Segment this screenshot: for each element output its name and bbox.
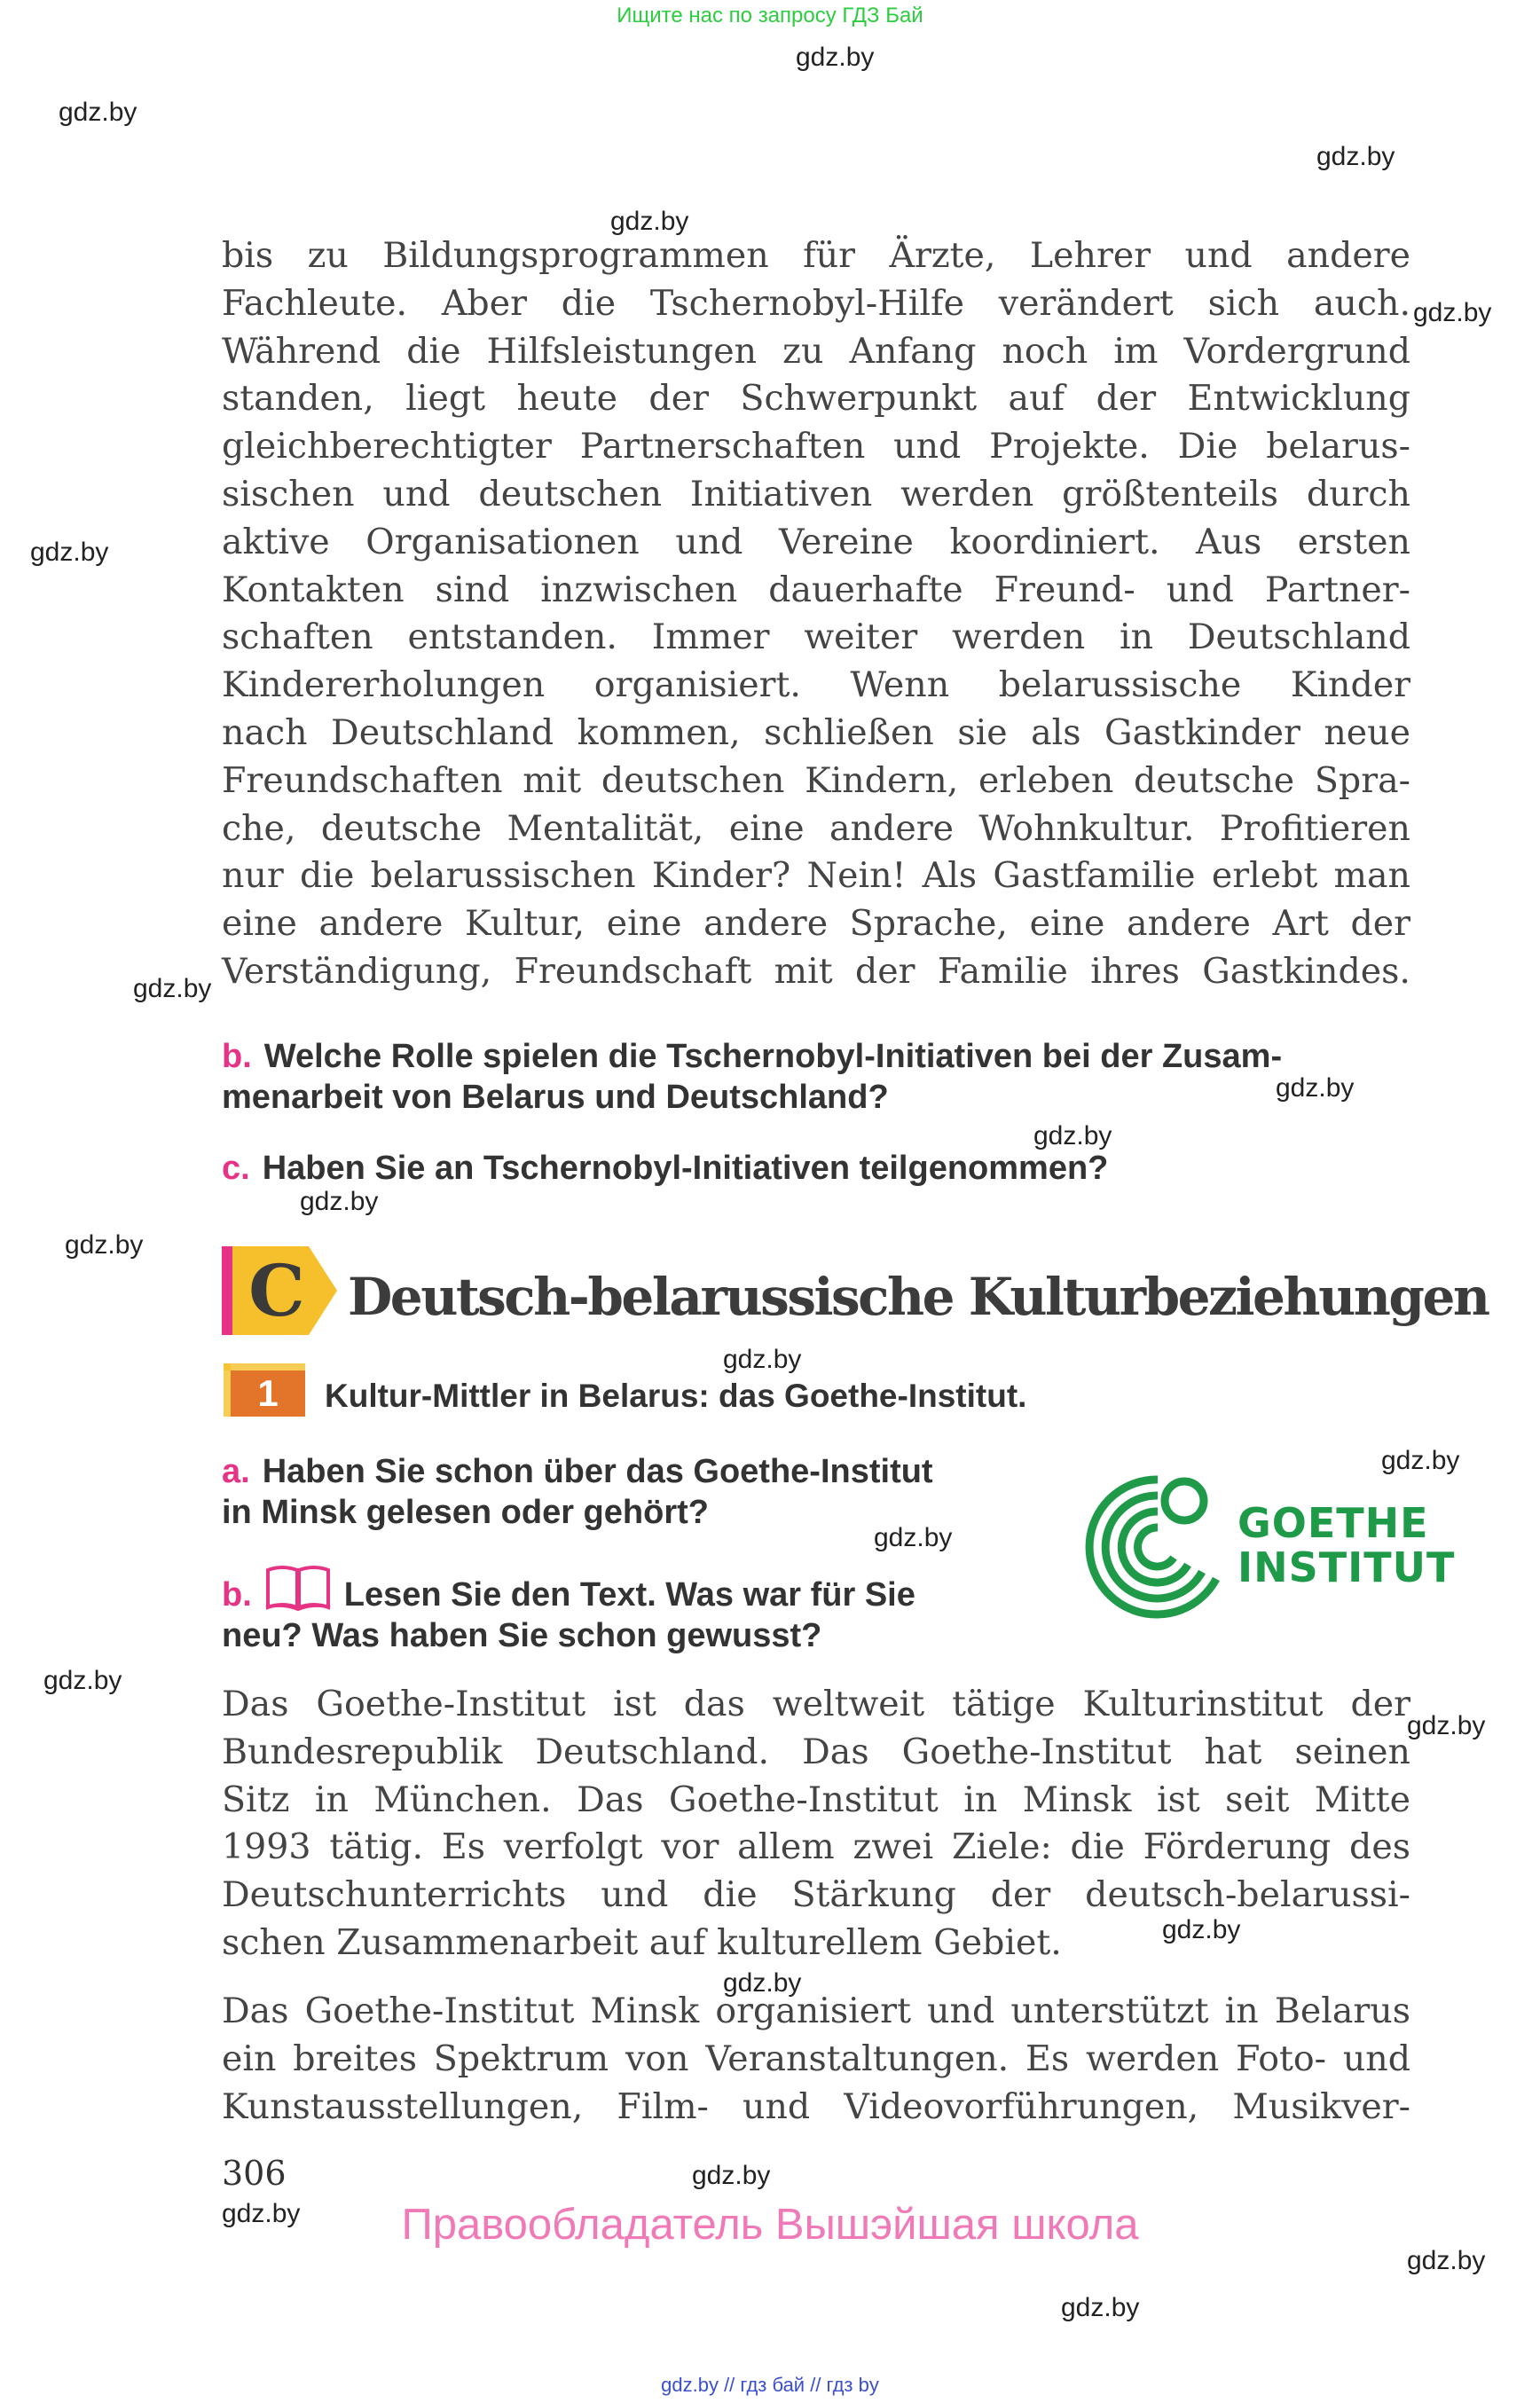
- watermark: gdz.by: [65, 1230, 144, 1260]
- copyright-notice: Правообладатель Вышэйшая школа: [401, 2201, 1139, 2249]
- text-line: nur die belarussischen Kinder? Nein! Als Gastfamilie erlebt man: [222, 855, 1410, 897]
- text-line: sischen und deutschen Initiativen werden größtenteils durch: [222, 473, 1410, 514]
- page-number: 306: [222, 2154, 287, 2193]
- watermark: gdz.by: [874, 1523, 953, 1552]
- question-text: Welche Rolle spielen die Tschernobyl-Initiativen bei der Zusam-: [263, 1038, 1283, 1075]
- text-line: Deutschunterrichts und die Stärkung der deutsch-belarussi-: [222, 1874, 1410, 1916]
- text-line: 1993 tätig. Es verfolgt vor allem zwei Ziele: die Förderung des: [222, 1826, 1410, 1868]
- text-line: eine andere Kultur, eine andere Sprache, eine andere Art der: [222, 903, 1410, 945]
- question-text: neu? Was haben Sie schon gewusst?: [222, 1617, 822, 1654]
- paragraph-tschernobyl: [222, 232, 1410, 996]
- question-text: menarbeit von Belarus und Deutschland?: [222, 1079, 889, 1116]
- watermark: gdz.by: [1033, 1121, 1112, 1150]
- watermark: gdz.by: [723, 1345, 802, 1374]
- watermark: gdz.by: [1407, 1711, 1486, 1740]
- logo-text-goethe: GOETHE: [1238, 1499, 1429, 1547]
- text-line: nach Deutschland kommen, schließen sie als Gastkinder neue: [222, 711, 1410, 753]
- text-line: aktive Organisationen und Vereine koordiniert. Aus ersten: [222, 521, 1410, 562]
- text-line: che, deutsche Mentalität, eine andere Wohnkultur. Profitieren: [222, 807, 1410, 849]
- watermark: gdz.by: [30, 538, 109, 567]
- text-line: Kontakten sind inzwischen dauerhafte Freund- und Partner-: [222, 569, 1410, 610]
- text-line: Kunstausstellungen, Film- und Videovorführungen, Musikver-: [222, 2085, 1410, 2127]
- question-letter: c.: [222, 1150, 250, 1187]
- task-number-badge: [224, 1363, 305, 1417]
- task-title: Kultur-Mittler in Belarus: das Goethe-Institut.: [325, 1378, 1027, 1414]
- text-line: gleichberechtigter Partnerschaften und Projekte. Die belarus-: [222, 426, 1410, 467]
- logo-text-institut: INSTITUT: [1238, 1543, 1456, 1591]
- text-line: Bundesrepublik Deutschland. Das Goethe-Institut hat seinen: [222, 1731, 1410, 1772]
- text-line: schen Zusammenarbeit auf kulturellem Gebiet.: [222, 1921, 1062, 1963]
- watermark: gdz.by: [692, 2161, 771, 2190]
- book-icon: [264, 1563, 332, 1611]
- question-letter: b.: [222, 1038, 252, 1075]
- text-line: Kindererholungen organisiert. Wenn belarussische Kinder: [222, 664, 1410, 706]
- section-c-badge: [222, 1246, 337, 1335]
- watermark: gdz.by: [1381, 1446, 1460, 1475]
- watermark: gdz.by: [59, 98, 138, 127]
- watermark: gdz.by: [723, 1968, 802, 1998]
- text-line: schaften entstanden. Immer weiter werden in Deutschland: [222, 616, 1410, 658]
- question-letter: a.: [222, 1453, 250, 1490]
- footer-links[interactable]: gdz.by // гдз бай // гдз by: [661, 2374, 879, 2396]
- text-line: Freundschaften mit deutschen Kindern, erleben deutsche Spra-: [222, 759, 1410, 801]
- question-c-teilgenommen: [222, 1148, 1108, 1189]
- watermark: gdz.by: [222, 2199, 301, 2228]
- text-line: Das Goethe-Institut ist das weltweit tätige Kulturinstitut der: [222, 1684, 1410, 1724]
- text-line: Verständigung, Freundschaft mit der Familie ihres Gastkindes.: [222, 950, 1410, 992]
- watermark: gdz.by: [610, 207, 689, 236]
- watermark: gdz.by: [1316, 142, 1395, 171]
- question-b-rolle: [222, 1036, 1410, 1118]
- text-line: Während die Hilfsleistungen zu Anfang noch im Vordergrund: [222, 330, 1410, 372]
- watermark: gdz.by: [1162, 1915, 1241, 1944]
- section-title: Deutsch-belarussische Kulturbeziehungen: [348, 1267, 1489, 1327]
- section-letter: C: [248, 1249, 305, 1332]
- watermark: gdz.by: [1276, 1073, 1355, 1103]
- text-line: Das Goethe-Institut Minsk organisiert und unterstützt in Belarus: [222, 1991, 1410, 2031]
- question-text: Haben Sie schon über das Goethe-Institut: [262, 1453, 933, 1490]
- watermark: gdz.by: [796, 43, 875, 72]
- question-text: Lesen Sie den Text. Was war für Sie: [343, 1576, 915, 1614]
- text-line: bis zu Bildungsprogrammen für Ärzte, Lehrer und andere: [222, 235, 1410, 276]
- question-text: Haben Sie an Tschernobyl-Initiativen teilgenommen?: [262, 1150, 1109, 1187]
- paragraph-goethe-institut: [222, 1681, 1410, 1967]
- watermark: gdz.by: [300, 1187, 379, 1216]
- text-line: Sitz in München. Das Goethe-Institut in Minsk ist seit Mitte: [222, 1779, 1410, 1820]
- watermark: gdz.by: [133, 974, 212, 1003]
- question-letter: b.: [222, 1576, 252, 1614]
- watermark: gdz.by: [43, 1666, 122, 1695]
- task-number: 1: [257, 1372, 279, 1414]
- watermark: gdz.by: [1407, 2246, 1486, 2275]
- top-banner: Ищите нас по запросу ГДЗ Бай: [617, 4, 923, 27]
- watermark: gdz.by: [1061, 2293, 1140, 2322]
- question-text: in Minsk gelesen oder gehört?: [222, 1494, 709, 1531]
- text-line: ein breites Spektrum von Veranstaltungen. Es werden Foto- und: [222, 2038, 1410, 2079]
- question-a-goethe: [222, 1451, 933, 1533]
- watermark: gdz.by: [1413, 298, 1492, 327]
- question-b-lesen: [222, 1563, 915, 1656]
- paragraph-veranstaltungen: [222, 1988, 1410, 2131]
- text-line: standen, liegt heute der Schwerpunkt auf der Entwicklung: [222, 378, 1410, 420]
- text-line: Fachleute. Aber die Tschernobyl-Hilfe verändert sich auch.: [222, 282, 1410, 324]
